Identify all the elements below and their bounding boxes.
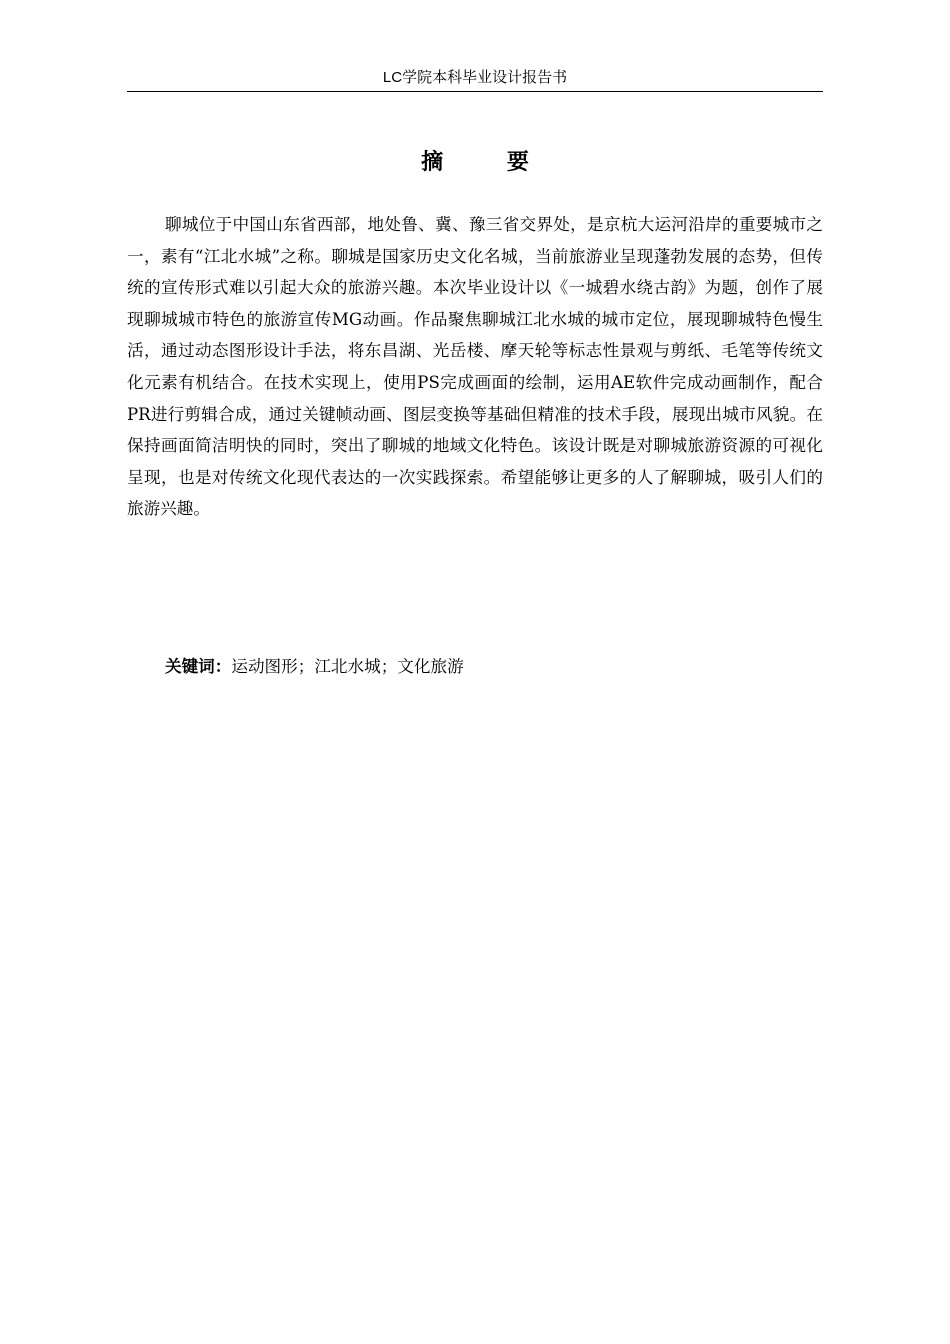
abstract-body: 聊城位于中国山东省西部，地处鲁、冀、豫三省交界处，是京杭大运河沿岸的重要城市之一，素有“江北水城”之称。聊城是国家历史文化名城，当前旅游业呈现蓬勃发展的态势，但传统的宣传形式难以引起大众的旅游兴趣。本次毕业设计以《一城碧水绕古韵》为题，创作了展现聊城城市特色的旅游宣传MG动画。作品聚焦聊城江北水城的城市定位，展现聊城特色慢生活，通过动态图形设计手法，将东昌湖、光岳楼、摩天轮等标志性景观与剪纸、毛笔等传统文化元素有机结合。在技术实现上，使用PS完成画面的绘制，运用AE软件完成动画制作，配合PR进行剪辑合成，通过关键帧动画、图层变换等基础但精准的技术手段，展现出城市风貌。在保持画面简洁明快的同时，突出了聊城的地域文化特色。该设计既是对聊城旅游资源的可视化呈现，也是对传统文化现代表达的一次实践探索。希望能够让更多的人了解聊城，吸引人们的旅游兴趣。 [127,215,823,519]
header-divider [127,91,823,92]
keywords-line [127,651,823,683]
abstract-title: 摘 要 [421,150,557,175]
keywords-label: 关键词： [165,657,232,676]
keywords-value: 运动图形；江北水城；文化旅游 [231,657,464,676]
page-header: LC学院本科毕业设计报告书 [382,69,568,86]
